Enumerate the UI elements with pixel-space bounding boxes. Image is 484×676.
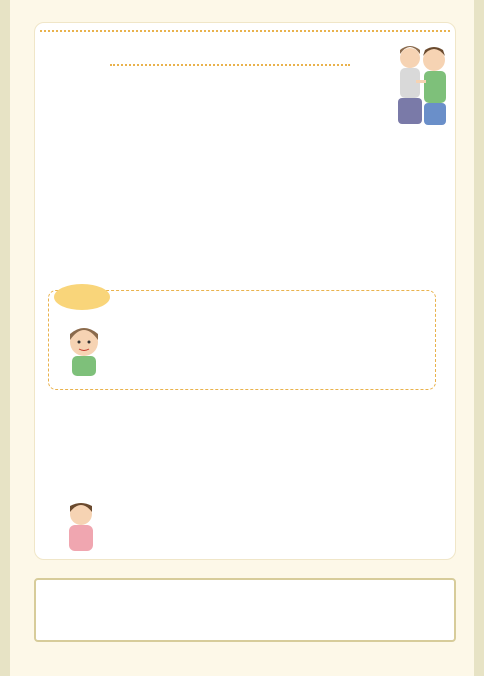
worker-face-icon (62, 322, 106, 376)
appeal-box (34, 578, 456, 642)
caregiver-illustration (380, 40, 452, 130)
voices-tag (54, 284, 110, 310)
voices-box (48, 290, 436, 390)
nurse-illustration (58, 498, 104, 552)
stacked-bar (260, 144, 440, 153)
quit-survey-chart (260, 140, 440, 290)
top-divider (40, 30, 450, 34)
page-title (110, 44, 350, 66)
bar-chart (260, 153, 440, 273)
